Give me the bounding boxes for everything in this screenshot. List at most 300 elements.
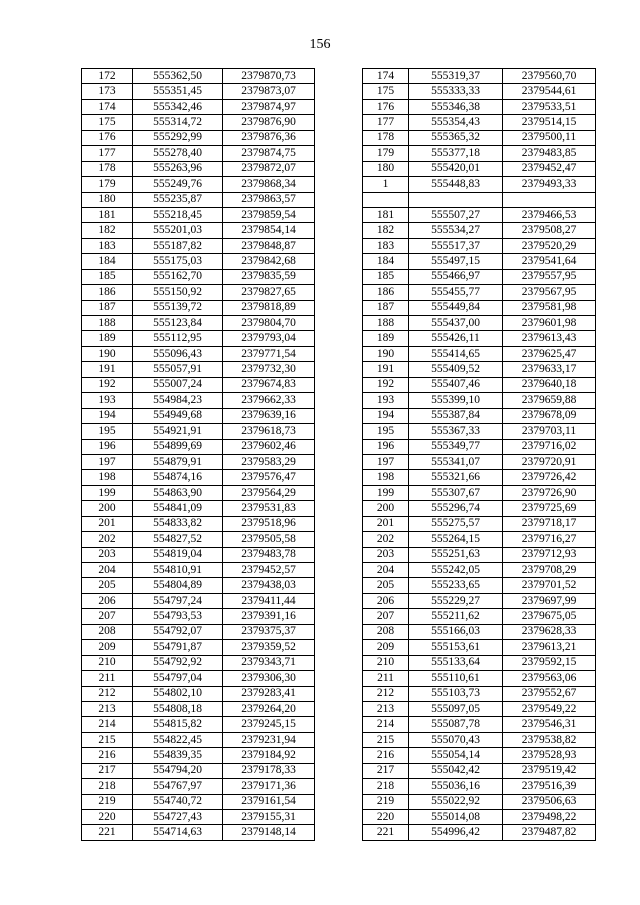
left-y-coordinate-cell: 2379452,57	[223, 563, 315, 578]
right-point-number-cell: 1	[363, 177, 409, 192]
right-point-number-cell: 187	[363, 300, 409, 315]
right-y-coordinate-cell: 2379725,69	[503, 501, 596, 516]
left-y-coordinate-cell: 2379576,47	[223, 470, 315, 485]
right-y-coordinate-cell: 2379500,11	[503, 130, 596, 145]
left-x-coordinate-cell: 554810,91	[133, 563, 223, 578]
right-y-coordinate-cell: 2379538,82	[503, 732, 596, 747]
table-row	[82, 146, 596, 161]
right-x-coordinate-cell: 555087,78	[409, 717, 503, 732]
left-point-number-cell: 178	[82, 161, 133, 176]
left-y-coordinate-cell: 2379343,71	[223, 655, 315, 670]
left-y-coordinate-cell: 2379411,44	[223, 593, 315, 608]
column-spacer	[315, 532, 363, 547]
left-y-coordinate-cell: 2379375,37	[223, 624, 315, 639]
left-y-coordinate-cell: 2379876,36	[223, 130, 315, 145]
table-row	[82, 331, 596, 346]
right-x-coordinate-cell: 555409,52	[409, 362, 503, 377]
left-point-number-cell: 189	[82, 331, 133, 346]
left-y-coordinate-cell: 2379438,03	[223, 578, 315, 593]
left-point-number-cell: 201	[82, 516, 133, 531]
table-row	[82, 177, 596, 192]
left-y-coordinate-cell: 2379483,78	[223, 547, 315, 562]
right-x-coordinate-cell: 555414,65	[409, 346, 503, 361]
right-x-coordinate-cell: 555251,63	[409, 547, 503, 562]
table-row	[82, 501, 596, 516]
table-row	[82, 84, 596, 99]
left-y-coordinate-cell: 2379793,04	[223, 331, 315, 346]
right-x-coordinate-cell: 555399,10	[409, 393, 503, 408]
left-point-number-cell: 209	[82, 640, 133, 655]
table-row	[82, 254, 596, 269]
right-x-coordinate-cell: 555517,37	[409, 238, 503, 253]
left-y-coordinate-cell: 2379835,59	[223, 269, 315, 284]
left-y-coordinate-cell: 2379618,73	[223, 424, 315, 439]
left-x-coordinate-cell: 555175,03	[133, 254, 223, 269]
table-row	[82, 470, 596, 485]
left-y-coordinate-cell: 2379876,90	[223, 115, 315, 130]
table-row	[82, 732, 596, 747]
column-spacer	[315, 115, 363, 130]
right-point-number-cell: 198	[363, 470, 409, 485]
table-row	[82, 779, 596, 794]
column-spacer	[315, 346, 363, 361]
right-y-coordinate-cell: 2379581,98	[503, 300, 596, 315]
column-spacer	[315, 547, 363, 562]
left-point-number-cell: 220	[82, 810, 133, 825]
right-point-number-cell: 200	[363, 501, 409, 516]
column-spacer	[315, 192, 363, 207]
column-spacer	[315, 810, 363, 825]
left-point-number-cell: 200	[82, 501, 133, 516]
left-x-coordinate-cell: 555278,40	[133, 146, 223, 161]
right-x-coordinate-cell: 555426,11	[409, 331, 503, 346]
right-point-number-cell: 209	[363, 640, 409, 655]
right-x-coordinate-cell: 555341,07	[409, 454, 503, 469]
left-x-coordinate-cell: 554839,35	[133, 748, 223, 763]
left-y-coordinate-cell: 2379848,87	[223, 238, 315, 253]
left-point-number-cell: 184	[82, 254, 133, 269]
left-point-number-cell: 181	[82, 207, 133, 222]
left-x-coordinate-cell: 555314,72	[133, 115, 223, 130]
right-point-number-cell: 182	[363, 223, 409, 238]
right-y-coordinate-cell: 2379640,18	[503, 377, 596, 392]
right-y-coordinate-cell: 2379697,99	[503, 593, 596, 608]
left-x-coordinate-cell: 555218,45	[133, 207, 223, 222]
left-point-number-cell: 217	[82, 763, 133, 778]
right-y-coordinate-cell: 2379466,53	[503, 207, 596, 222]
coordinates-table	[81, 68, 596, 841]
left-y-coordinate-cell: 2379863,57	[223, 192, 315, 207]
right-point-number-cell: 184	[363, 254, 409, 269]
right-y-coordinate-cell: 2379549,22	[503, 701, 596, 716]
table-row	[82, 794, 596, 809]
table-row	[82, 609, 596, 624]
column-spacer	[315, 285, 363, 300]
left-point-number-cell: 187	[82, 300, 133, 315]
right-y-coordinate-cell: 2379516,39	[503, 779, 596, 794]
table-row	[82, 408, 596, 423]
table-row	[82, 161, 596, 176]
left-point-number-cell: 175	[82, 115, 133, 130]
right-x-coordinate-cell: 555321,66	[409, 470, 503, 485]
table-row	[82, 748, 596, 763]
left-point-number-cell: 183	[82, 238, 133, 253]
column-spacer	[315, 408, 363, 423]
left-y-coordinate-cell: 2379842,68	[223, 254, 315, 269]
right-point-number-cell: 217	[363, 763, 409, 778]
left-y-coordinate-cell: 2379874,97	[223, 99, 315, 114]
table-row	[82, 439, 596, 454]
right-y-coordinate-cell: 2379613,43	[503, 331, 596, 346]
right-point-number-cell: 185	[363, 269, 409, 284]
left-x-coordinate-cell: 554827,52	[133, 532, 223, 547]
left-x-coordinate-cell: 555096,43	[133, 346, 223, 361]
column-spacer	[315, 671, 363, 686]
right-point-number-cell: 214	[363, 717, 409, 732]
left-x-coordinate-cell: 554833,82	[133, 516, 223, 531]
right-y-coordinate-cell: 2379533,51	[503, 99, 596, 114]
right-y-coordinate-cell: 2379493,33	[503, 177, 596, 192]
right-x-coordinate-cell: 555133,64	[409, 655, 503, 670]
right-y-coordinate-cell: 2379563,06	[503, 671, 596, 686]
column-spacer	[315, 593, 363, 608]
left-point-number-cell: 212	[82, 686, 133, 701]
left-x-coordinate-cell: 554740,72	[133, 794, 223, 809]
right-y-coordinate-cell: 2379514,15	[503, 115, 596, 130]
right-y-coordinate-cell: 2379560,70	[503, 69, 596, 84]
table-row	[82, 516, 596, 531]
left-x-coordinate-cell: 554792,07	[133, 624, 223, 639]
left-x-coordinate-cell: 555362,50	[133, 69, 223, 84]
right-x-coordinate-cell: 555110,61	[409, 671, 503, 686]
right-x-coordinate-cell: 555296,74	[409, 501, 503, 516]
left-x-coordinate-cell: 554949,68	[133, 408, 223, 423]
left-x-coordinate-cell: 555150,92	[133, 285, 223, 300]
right-y-coordinate-cell: 2379633,17	[503, 362, 596, 377]
right-y-coordinate-cell: 2379601,98	[503, 316, 596, 331]
table-row	[82, 377, 596, 392]
column-spacer	[315, 207, 363, 222]
left-point-number-cell: 190	[82, 346, 133, 361]
left-x-coordinate-cell: 554899,69	[133, 439, 223, 454]
left-y-coordinate-cell: 2379859,54	[223, 207, 315, 222]
left-x-coordinate-cell: 554879,91	[133, 454, 223, 469]
table-row	[82, 701, 596, 716]
right-y-coordinate-cell: 2379718,17	[503, 516, 596, 531]
right-point-number-cell: 191	[363, 362, 409, 377]
column-spacer	[315, 563, 363, 578]
right-point-number-cell: 188	[363, 316, 409, 331]
right-x-coordinate-cell: 555534,27	[409, 223, 503, 238]
column-spacer	[315, 238, 363, 253]
column-spacer	[315, 794, 363, 809]
right-point-number-cell: 175	[363, 84, 409, 99]
right-y-coordinate-cell: 2379528,93	[503, 748, 596, 763]
column-spacer	[315, 686, 363, 701]
page-number: 156	[309, 37, 331, 52]
column-spacer	[315, 578, 363, 593]
column-spacer	[315, 300, 363, 315]
right-point-number-cell: 190	[363, 346, 409, 361]
left-x-coordinate-cell: 554874,16	[133, 470, 223, 485]
column-spacer	[315, 130, 363, 145]
left-point-number-cell: 210	[82, 655, 133, 670]
right-point-number-cell: 207	[363, 609, 409, 624]
table-row	[82, 717, 596, 732]
left-point-number-cell: 173	[82, 84, 133, 99]
right-point-number-cell: 186	[363, 285, 409, 300]
table-row	[82, 485, 596, 500]
right-point-number-cell: 178	[363, 130, 409, 145]
right-y-coordinate-cell: 2379483,85	[503, 146, 596, 161]
left-x-coordinate-cell: 554727,43	[133, 810, 223, 825]
left-y-coordinate-cell: 2379391,16	[223, 609, 315, 624]
right-x-coordinate-cell: 555242,05	[409, 563, 503, 578]
left-y-coordinate-cell: 2379804,70	[223, 316, 315, 331]
left-x-coordinate-cell: 555007,24	[133, 377, 223, 392]
right-point-number-cell	[363, 192, 409, 207]
right-y-coordinate-cell: 2379703,11	[503, 424, 596, 439]
right-point-number-cell: 195	[363, 424, 409, 439]
left-point-number-cell: 197	[82, 454, 133, 469]
column-spacer	[315, 516, 363, 531]
left-point-number-cell: 216	[82, 748, 133, 763]
right-point-number-cell: 180	[363, 161, 409, 176]
right-point-number-cell: 197	[363, 454, 409, 469]
column-spacer	[315, 454, 363, 469]
left-x-coordinate-cell: 555201,03	[133, 223, 223, 238]
left-point-number-cell: 208	[82, 624, 133, 639]
left-point-number-cell: 194	[82, 408, 133, 423]
left-point-number-cell: 205	[82, 578, 133, 593]
right-x-coordinate-cell: 555365,32	[409, 130, 503, 145]
table-row	[82, 532, 596, 547]
right-y-coordinate-cell: 2379712,93	[503, 547, 596, 562]
column-spacer	[315, 439, 363, 454]
right-point-number-cell: 208	[363, 624, 409, 639]
column-spacer	[315, 362, 363, 377]
table-row	[82, 624, 596, 639]
left-point-number-cell: 185	[82, 269, 133, 284]
right-y-coordinate-cell: 2379592,15	[503, 655, 596, 670]
right-point-number-cell: 179	[363, 146, 409, 161]
right-x-coordinate-cell: 555387,84	[409, 408, 503, 423]
right-x-coordinate-cell: 555054,14	[409, 748, 503, 763]
right-x-coordinate-cell: 555022,92	[409, 794, 503, 809]
right-x-coordinate-cell	[409, 192, 503, 207]
right-point-number-cell: 177	[363, 115, 409, 130]
column-spacer	[315, 624, 363, 639]
right-y-coordinate-cell: 2379613,21	[503, 640, 596, 655]
column-spacer	[315, 331, 363, 346]
left-x-coordinate-cell: 555263,96	[133, 161, 223, 176]
left-y-coordinate-cell: 2379518,96	[223, 516, 315, 531]
right-point-number-cell: 192	[363, 377, 409, 392]
right-x-coordinate-cell: 555449,84	[409, 300, 503, 315]
left-point-number-cell: 218	[82, 779, 133, 794]
table-row	[82, 223, 596, 238]
table-row	[82, 300, 596, 315]
left-point-number-cell: 211	[82, 671, 133, 686]
left-y-coordinate-cell: 2379564,29	[223, 485, 315, 500]
right-y-coordinate-cell: 2379716,27	[503, 532, 596, 547]
table-row	[82, 346, 596, 361]
right-x-coordinate-cell: 555437,00	[409, 316, 503, 331]
right-y-coordinate-cell: 2379726,90	[503, 485, 596, 500]
right-x-coordinate-cell: 555042,42	[409, 763, 503, 778]
left-point-number-cell: 172	[82, 69, 133, 84]
right-x-coordinate-cell: 555014,08	[409, 810, 503, 825]
right-x-coordinate-cell: 555229,27	[409, 593, 503, 608]
left-x-coordinate-cell: 554815,82	[133, 717, 223, 732]
left-y-coordinate-cell: 2379306,30	[223, 671, 315, 686]
right-y-coordinate-cell: 2379708,29	[503, 563, 596, 578]
left-point-number-cell: 199	[82, 485, 133, 500]
table-row	[82, 362, 596, 377]
right-y-coordinate-cell: 2379487,82	[503, 825, 596, 840]
right-x-coordinate-cell: 555211,62	[409, 609, 503, 624]
table-row	[82, 640, 596, 655]
column-spacer	[315, 825, 363, 840]
right-point-number-cell: 194	[363, 408, 409, 423]
left-y-coordinate-cell: 2379155,31	[223, 810, 315, 825]
left-point-number-cell: 193	[82, 393, 133, 408]
right-y-coordinate-cell: 2379625,47	[503, 346, 596, 361]
column-spacer	[315, 146, 363, 161]
left-x-coordinate-cell: 555123,84	[133, 316, 223, 331]
table-row	[82, 285, 596, 300]
right-x-coordinate-cell: 555103,73	[409, 686, 503, 701]
right-x-coordinate-cell: 555420,01	[409, 161, 503, 176]
left-point-number-cell: 221	[82, 825, 133, 840]
right-x-coordinate-cell: 555264,15	[409, 532, 503, 547]
table-row	[82, 655, 596, 670]
right-point-number-cell: 213	[363, 701, 409, 716]
right-x-coordinate-cell: 555036,16	[409, 779, 503, 794]
table-row	[82, 454, 596, 469]
left-point-number-cell: 195	[82, 424, 133, 439]
column-spacer	[315, 485, 363, 500]
column-spacer	[315, 393, 363, 408]
right-y-coordinate-cell: 2379452,47	[503, 161, 596, 176]
right-y-coordinate-cell: 2379720,91	[503, 454, 596, 469]
left-y-coordinate-cell: 2379359,52	[223, 640, 315, 655]
right-x-coordinate-cell: 555307,67	[409, 485, 503, 500]
left-x-coordinate-cell: 554794,20	[133, 763, 223, 778]
right-x-coordinate-cell: 555455,77	[409, 285, 503, 300]
left-y-coordinate-cell: 2379827,65	[223, 285, 315, 300]
column-spacer	[315, 377, 363, 392]
left-point-number-cell: 219	[82, 794, 133, 809]
table-row	[82, 763, 596, 778]
right-y-coordinate-cell: 2379678,09	[503, 408, 596, 423]
right-y-coordinate-cell: 2379546,31	[503, 717, 596, 732]
left-point-number-cell: 202	[82, 532, 133, 547]
right-y-coordinate-cell: 2379519,42	[503, 763, 596, 778]
left-x-coordinate-cell: 555351,45	[133, 84, 223, 99]
left-y-coordinate-cell: 2379732,30	[223, 362, 315, 377]
left-y-coordinate-cell: 2379231,94	[223, 732, 315, 747]
left-point-number-cell: 207	[82, 609, 133, 624]
left-x-coordinate-cell: 554797,04	[133, 671, 223, 686]
right-point-number-cell: 183	[363, 238, 409, 253]
right-x-coordinate-cell: 555407,46	[409, 377, 503, 392]
right-point-number-cell: 215	[363, 732, 409, 747]
left-point-number-cell: 179	[82, 177, 133, 192]
left-point-number-cell: 203	[82, 547, 133, 562]
left-y-coordinate-cell: 2379161,54	[223, 794, 315, 809]
column-spacer	[315, 748, 363, 763]
left-point-number-cell: 182	[82, 223, 133, 238]
left-y-coordinate-cell: 2379531,83	[223, 501, 315, 516]
table-row	[82, 686, 596, 701]
right-point-number-cell: 205	[363, 578, 409, 593]
left-y-coordinate-cell: 2379818,89	[223, 300, 315, 315]
right-x-coordinate-cell: 555275,57	[409, 516, 503, 531]
column-spacer	[315, 223, 363, 238]
column-spacer	[315, 501, 363, 516]
right-point-number-cell: 193	[363, 393, 409, 408]
left-x-coordinate-cell: 554791,87	[133, 640, 223, 655]
right-y-coordinate-cell: 2379520,29	[503, 238, 596, 253]
left-x-coordinate-cell: 554921,91	[133, 424, 223, 439]
table-row	[82, 810, 596, 825]
column-spacer	[315, 717, 363, 732]
table-row	[82, 316, 596, 331]
table-row	[82, 593, 596, 608]
left-x-coordinate-cell: 554808,18	[133, 701, 223, 716]
left-point-number-cell: 188	[82, 316, 133, 331]
right-x-coordinate-cell: 555233,65	[409, 578, 503, 593]
left-point-number-cell: 180	[82, 192, 133, 207]
right-y-coordinate-cell: 2379716,02	[503, 439, 596, 454]
left-x-coordinate-cell: 554802,10	[133, 686, 223, 701]
left-y-coordinate-cell: 2379870,73	[223, 69, 315, 84]
right-point-number-cell: 220	[363, 810, 409, 825]
table-row	[82, 192, 596, 207]
left-y-coordinate-cell: 2379872,07	[223, 161, 315, 176]
left-point-number-cell: 206	[82, 593, 133, 608]
table-row	[82, 424, 596, 439]
right-x-coordinate-cell: 555153,61	[409, 640, 503, 655]
left-x-coordinate-cell: 554767,97	[133, 779, 223, 794]
right-x-coordinate-cell: 555070,43	[409, 732, 503, 747]
left-y-coordinate-cell: 2379771,54	[223, 346, 315, 361]
table-row	[82, 578, 596, 593]
left-x-coordinate-cell: 554797,24	[133, 593, 223, 608]
table-row	[82, 269, 596, 284]
right-y-coordinate-cell: 2379726,42	[503, 470, 596, 485]
left-y-coordinate-cell: 2379178,33	[223, 763, 315, 778]
left-y-coordinate-cell: 2379873,07	[223, 84, 315, 99]
right-y-coordinate-cell: 2379544,61	[503, 84, 596, 99]
left-y-coordinate-cell: 2379148,14	[223, 825, 315, 840]
left-y-coordinate-cell: 2379583,29	[223, 454, 315, 469]
right-point-number-cell: 219	[363, 794, 409, 809]
right-y-coordinate-cell: 2379675,05	[503, 609, 596, 624]
right-x-coordinate-cell: 555507,27	[409, 207, 503, 222]
right-x-coordinate-cell: 555166,03	[409, 624, 503, 639]
left-point-number-cell: 214	[82, 717, 133, 732]
table-row	[82, 547, 596, 562]
table-row	[82, 671, 596, 686]
table-row	[82, 69, 596, 84]
right-x-coordinate-cell: 555333,33	[409, 84, 503, 99]
left-y-coordinate-cell: 2379171,36	[223, 779, 315, 794]
column-spacer	[315, 779, 363, 794]
right-y-coordinate-cell: 2379508,27	[503, 223, 596, 238]
left-point-number-cell: 198	[82, 470, 133, 485]
